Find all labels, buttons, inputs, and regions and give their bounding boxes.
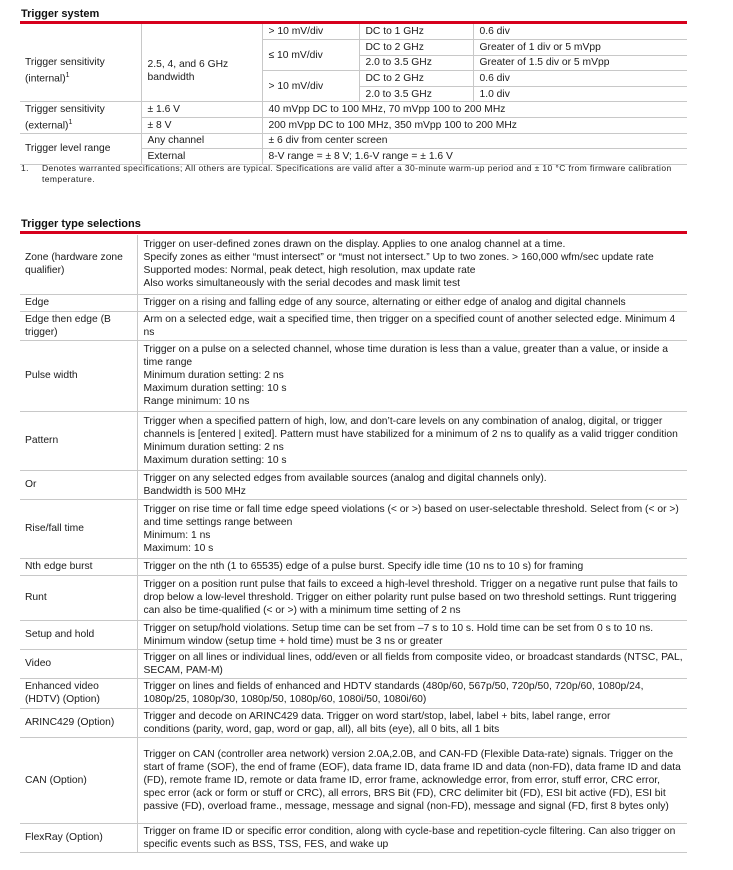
description-line: Trigger on setup/hold violations. Setup time can be set from –7 s to 10 s. Hold time can be set from 0 s to 10 ns. Minimum window (setup time + hold time) must be 3 ns or greater bbox=[143, 622, 654, 647]
trigger-type-description bbox=[137, 678, 687, 708]
level-range-label: Trigger level range bbox=[20, 133, 141, 164]
trigger-type-name: Setup and hold bbox=[20, 620, 137, 649]
value-cell: 0.6 div bbox=[473, 71, 687, 87]
description-line: Range minimum: 10 ns bbox=[143, 396, 250, 407]
description-line: Trigger on any selected edges from available sources (analog and digital channels only). bbox=[143, 472, 547, 484]
range-cell: ± 8 V bbox=[141, 118, 262, 134]
description-line: Trigger and decode on ARINC429 data. Trigger on word start/stop, label, label + bits, label range, error bbox=[143, 710, 611, 722]
description-line: Maximum: 10 s bbox=[143, 542, 214, 554]
trigger-type-row bbox=[20, 558, 687, 575]
trigger-type-name: Video bbox=[20, 649, 137, 678]
freq-cell: DC to 2 GHz bbox=[359, 71, 473, 87]
description-line: Trigger on frame ID or specific error condition, along with cycle-base and repetition-cycle filtering. Can also trigger on specific events such as BSS, TSS, FES, and wake up bbox=[143, 825, 676, 850]
description-line: Minimum duration setting: 2 ns bbox=[143, 370, 284, 381]
value-cell: 200 mVpp DC to 100 MHz, 350 mVpp 100 to 200 MHz bbox=[262, 118, 687, 134]
trigger-type-description bbox=[137, 575, 687, 620]
description-line: Arm on a selected edge, wait a specified time, then trigger on a specified count of another selected edge. Minimum 4 ns bbox=[143, 313, 676, 338]
trigger-type-description bbox=[137, 737, 687, 823]
trigger-type-name: Zone (hardware zone qualifier) bbox=[20, 235, 137, 294]
sensitivity-external-label: Trigger sensitivity (external)$^1$ bbox=[20, 102, 141, 133]
freq-cell: 2.0 to 3.5 GHz bbox=[359, 55, 473, 71]
description-line: Specify zones as either “must intersect” or “must not intersect.” Up to two zones. > 160,000 wfm/sec update rate bbox=[143, 252, 654, 264]
footnote-number: 1. bbox=[21, 163, 29, 173]
value-cell: Greater of 1.5 div or 5 mVpp bbox=[473, 55, 687, 71]
trigger-type-description bbox=[137, 470, 687, 499]
description-line: Maximum duration setting: 10 s bbox=[143, 383, 287, 394]
description-line: Trigger on lines and fields of enhanced and HDTV standards (480p/60, 567p/50, 720p/50, 720p/60, 1080p/24, 1080p/25, 1080p/30, 1080p/50, 1080p/60, 1080i/50, 1080i/60) bbox=[143, 681, 644, 705]
freq-cell: DC to 2 GHz bbox=[359, 40, 473, 56]
description-line: Trigger on the nth (1 to 65535) edge of a pulse burst. Specify idle time (10 ns to 10 s) for framing bbox=[143, 561, 584, 572]
trigger-type-name: Enhanced video (HDTV) (Option) bbox=[20, 678, 137, 708]
value-cell: 8-V range = ± 8 V; 1.6-V range = ± 1.6 V bbox=[262, 149, 687, 165]
description-line: Also works simultaneously with the serial decodes and mask limit test bbox=[143, 278, 460, 290]
trigger-type-description bbox=[137, 823, 687, 852]
trigger-type-row bbox=[20, 678, 687, 708]
trigger-type-name: Pattern bbox=[20, 411, 137, 470]
trigger-types-table bbox=[20, 235, 687, 853]
description-line: Bandwidth is 500 MHz bbox=[143, 485, 246, 497]
section-rule bbox=[20, 231, 687, 234]
description-line: Trigger on a pulse on a selected channel, whose time duration is less than a value, greater than a value, or inside a time range bbox=[143, 344, 669, 368]
range-cell: ± 1.6 V bbox=[141, 102, 262, 118]
trigger-type-name: ARINC429 (Option) bbox=[20, 708, 137, 737]
trigger-type-description bbox=[137, 708, 687, 737]
description-line: Trigger on a rising and falling edge of any source, alternating or either edge of analog and digital channels bbox=[143, 297, 626, 308]
description-line: Trigger on CAN (controller area network) version 2.0A,2.0B, and CAN-FD (Flexible Data-rate) signals. Trigger on the start of frame (SOF), the end of frame (EOF), data frame ID, data frame ID and data (non-FD), data frame ID and data (FD), remote frame ID, remote or data frame ID, error frame, acknowledge error, from error, stuff error, CRC error, spec error (ack or form or stuff or CRC), all errors, BRS Bit (FD), CRC delimiter bit (FD), ESI bit active (FD), ESI bit passive (FD), overload frame., message, message and signal (non-FD), message and signal (FD, first 8 bytes only) bbox=[143, 748, 681, 812]
description-line: conditions (parity, word, gap, word or gap, all), all bits (eye), all 0 bits, all 1 bits bbox=[143, 723, 500, 735]
vdiv-cell: ≤ 10 mV/div bbox=[262, 40, 359, 71]
trigger-type-row bbox=[20, 235, 687, 294]
trigger-type-row bbox=[20, 411, 687, 470]
source-cell: Any channel bbox=[141, 133, 262, 149]
description-line: Trigger on user-defined zones drawn on the display. Applies to one analog channel at a time. bbox=[143, 239, 566, 251]
description-line: Minimum duration setting: 2 ns bbox=[143, 441, 284, 453]
trigger-type-name: Or bbox=[20, 470, 137, 499]
trigger-system-heading: Trigger system bbox=[21, 8, 100, 20]
footnote-text: Denotes warranted specifications; All others are typical. Specifications are valid after a 30-minute warm-up period and ± 10 °C from firmware calibration temperature. bbox=[42, 163, 672, 184]
trigger-type-name: Runt bbox=[20, 575, 137, 620]
trigger-type-row bbox=[20, 620, 687, 649]
description-line: Trigger on rise time or fall time edge speed violations (< or >) based on user-selectable threshold. Select from (< or >) and time settings range between bbox=[143, 503, 679, 528]
trigger-type-description bbox=[137, 235, 687, 294]
trigger-type-description bbox=[137, 311, 687, 340]
freq-cell: 2.0 to 3.5 GHz bbox=[359, 86, 473, 102]
trigger-type-row bbox=[20, 649, 687, 678]
trigger-type-description bbox=[137, 558, 687, 575]
source-cell: External bbox=[141, 149, 262, 165]
trigger-type-name: Nth edge burst bbox=[20, 558, 137, 575]
description-line: Minimum: 1 ns bbox=[143, 529, 211, 541]
description-line: Trigger on a position runt pulse that fails to exceed a high-level threshold. Trigger on a negative runt pulse that fails to drop below a low-level threshold. Trigger on either polarity runt pulse based on two threshold settings. Runt triggering can also be time-qualified (< or >) with a minimum time setting of 2 ns bbox=[143, 579, 678, 616]
trigger-type-description bbox=[137, 620, 687, 649]
value-cell: Greater of 1 div or 5 mVpp bbox=[473, 40, 687, 56]
freq-cell: DC to 1 GHz bbox=[359, 24, 473, 40]
sensitivity-internal-label: Trigger sensitivity (internal)$^1$ bbox=[20, 40, 141, 102]
vdiv-cell: > 10 mV/div bbox=[262, 71, 359, 102]
trigger-type-name: Pulse width bbox=[20, 340, 137, 411]
trigger-types-heading: Trigger type selections bbox=[21, 218, 141, 230]
trigger-type-name: Edge bbox=[20, 294, 137, 311]
description-line: Trigger on all lines or individual lines, odd/even or all fields from composite video, or broadcast standards (NTSC, PAL, SECAM, PAM-M) bbox=[143, 651, 683, 676]
description-line: Maximum duration setting: 10 s bbox=[143, 454, 287, 466]
trigger-type-row bbox=[20, 499, 687, 558]
trigger-system-table bbox=[20, 24, 687, 165]
trigger-type-row bbox=[20, 340, 687, 411]
trigger-type-description bbox=[137, 499, 687, 558]
value-cell: 40 mVpp DC to 100 MHz, 70 mVpp 100 to 200 MHz bbox=[262, 102, 687, 118]
trigger-type-description bbox=[137, 411, 687, 470]
trigger-type-row bbox=[20, 575, 687, 620]
value-cell: ± 6 div from center screen bbox=[262, 133, 687, 149]
value-cell: 1.0 div bbox=[473, 86, 687, 102]
trigger-type-description bbox=[137, 649, 687, 678]
vdiv-cell: > 10 mV/div bbox=[262, 24, 359, 40]
trigger-type-row bbox=[20, 823, 687, 852]
bandwidth-cell: 2.5, 4, and 6 GHz bandwidth bbox=[141, 40, 262, 102]
trigger-type-name: Edge then edge (B trigger) bbox=[20, 311, 137, 340]
trigger-type-description bbox=[137, 340, 687, 411]
value-cell: 0.6 div bbox=[473, 24, 687, 40]
description-line: Trigger when a specified pattern of high, low, and don’t-care levels on any combination of analog, digital, or trigger channels is [entered | exited]. Pattern must have stabilized for a minimum of 2 ns to qualify as a valid trigger condition bbox=[143, 415, 678, 440]
trigger-type-name: Rise/fall time bbox=[20, 499, 137, 558]
trigger-type-row bbox=[20, 470, 687, 499]
trigger-type-name: CAN (Option) bbox=[20, 737, 137, 823]
description-line: Supported modes: Normal, peak detect, high resolution, max update rate bbox=[143, 265, 476, 277]
trigger-type-row bbox=[20, 708, 687, 737]
trigger-type-row bbox=[20, 294, 687, 311]
trigger-type-description bbox=[137, 294, 687, 311]
trigger-type-row bbox=[20, 311, 687, 340]
trigger-type-row bbox=[20, 737, 687, 823]
trigger-type-name: FlexRay (Option) bbox=[20, 823, 137, 852]
